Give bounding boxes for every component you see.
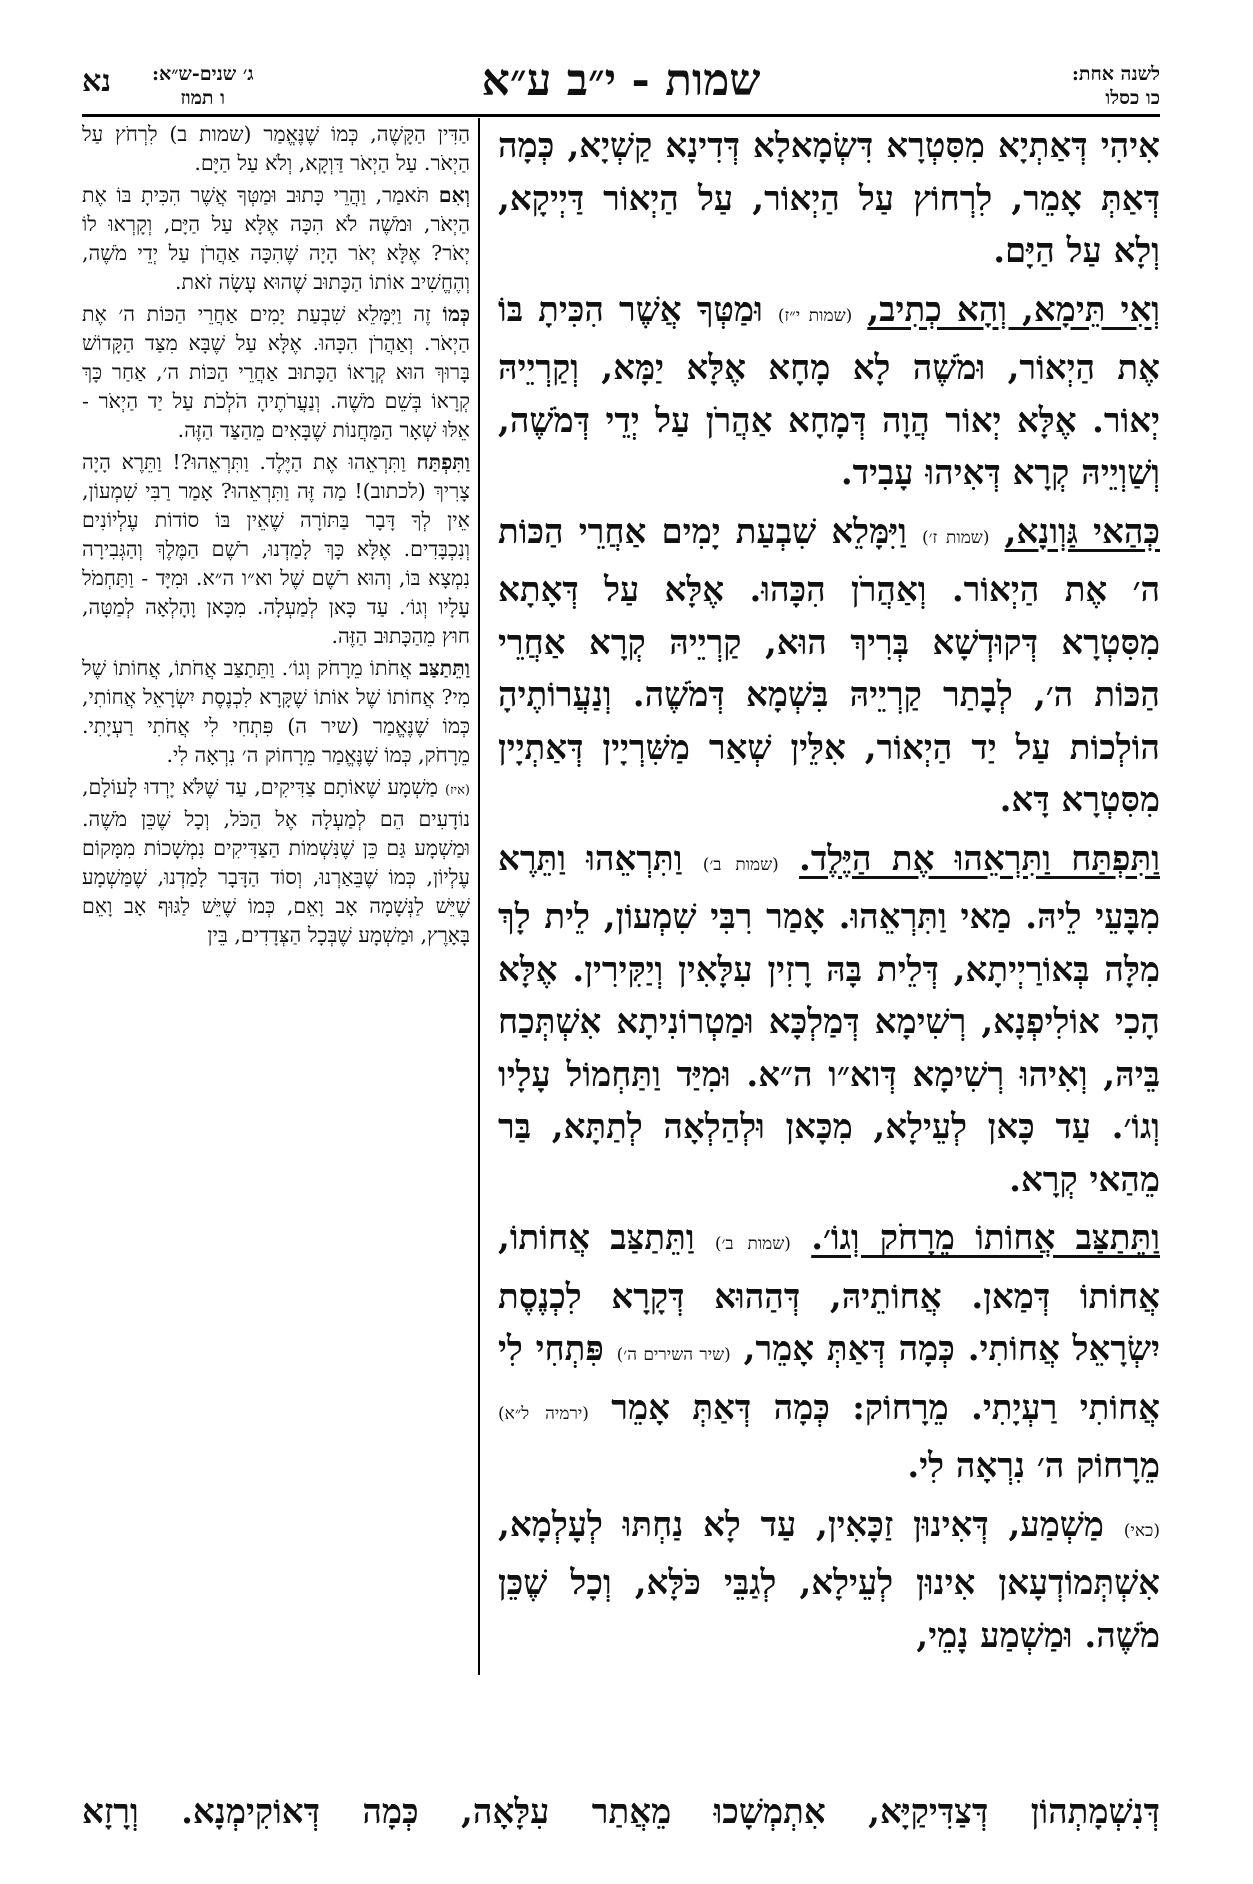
commentary-paragraph: [82, 300, 470, 445]
commentary-lead: וַתֵּתַצַּב: [419, 656, 470, 680]
column-divider: [478, 118, 480, 1675]
section-marker: (כאי): [1123, 1520, 1160, 1541]
commentary-text: וַתִּרְאֵהוּ אֶת הַיֶּלֶד. וַתִּרְאֵהוּ?! וַתֵּרֶא הָיָה צָרִיךְ (לכתוב)! מַה זֶּה וַתִּרְאֵהוּ? אָמַר רַבִּי שִׁמְעוֹן, אֵין לְךָ דָּבָר בַּתּוֹרָה שֶׁאֵין בּוֹ סוֹדוֹת עֶלְיוֹנִים וְנִכְבָּדִים. אֶלָּא כָּךְ לָמַדְנוּ, רֹשֶׁם הַמֶּלֶךְ וְהַגְּבִירָה נִמְצָא בּוֹ, וְהוּא רֹשֶׁם שֶׁל וא״ו ה״א. וּמִיָּד - וַתַּחְמֹל עָלָיו וְגוֹ׳. עַד כָּאן לְמַעְלָה. מִכָּאן וָהָלְאָה לְמַטָּה, חוּץ מֵהַכָּתוּב הַזֶּה.: [82, 450, 470, 648]
verse-reference: (שמות י״ז): [777, 305, 853, 326]
section-marker: (איז): [445, 783, 470, 798]
main-paragraph: [498, 284, 1160, 500]
paragraph-text: מֵרָחוֹק ה׳ נִרְאָה לִי.: [907, 1446, 1160, 1486]
full-width-bottom-line: דְּנִשְׁמָתְהוֹן דְּצַדִּיקַיָּא, אִתְמְשָׁכוּ מֵאֲתַר עִלָּאָה, כְּמָה דְּאוֹקִימְנָא. וְרָזָא: [82, 1792, 1160, 1832]
verse-reference: (שיר השירים ה׳): [616, 1345, 731, 1365]
commentary-lead: וַתִּפְתַּח: [416, 450, 470, 474]
page-title: שמות - י״ב ע״א: [481, 55, 761, 106]
paragraph-lead: כְּהַאי גַּוְונָא,: [1004, 511, 1160, 552]
main-text-column: [498, 120, 1160, 1680]
commentary-paragraph: [82, 120, 470, 178]
commentary-paragraph: [82, 448, 470, 651]
main-paragraph: [498, 833, 1160, 1207]
schedule-date: כו כסלו: [1105, 87, 1160, 109]
verse-reference: (ירמיה ל״א): [498, 1403, 589, 1424]
main-paragraph: [498, 120, 1160, 278]
daily-schedule-three-years: [152, 62, 254, 110]
commentary-text: מַשְׁמָע שֶׁאוֹתָם צַדִּיקִים, עַד שֶׁלֹּא יָרְדוּ לָעוֹלָם, נוֹדָעִים הֵם לְמַעְלָה אֶל הַכֹּל, וְכָל שֶׁכֵּן מֹשֶׁה. וּמַשְׁמָע גַּם כֵּן שֶׁנִּשְׁמוֹת הַצַּדִּיקִים נִמְשָׁכוֹת מִמָּקוֹם עֶלְיוֹן, כְּמוֹ שֶׁבֵּאַרְנוּ, וְסוֹד הַדָּבָר לָמַדְנוּ, שֶׁמַּשְׁמָע שֶׁיֵּשׁ לַנְּשָׁמָה אָב וָאֵם, כְּמוֹ שֶׁיֵּשׁ לַגּוּף אָב וָאֵם בָּאָרֶץ, וּמַשְׁמָע שֶׁבְּכָל הַצְּדָדִים, בֵּין: [82, 775, 470, 947]
paragraph-text: וַתִּרְאֵהוּ וַתֵּרֶא מִבָּעֵי לֵיהּ. מַאי וַתִּרְאֵהוּ. אָמַר רִבִּי שִׁמְעוֹן, לֵית לָךְ מִלָּה בְּאוֹרַיְיתָא, דְּלֵית בָּהּ רָזִין עִלָּאִין וְיַקִּירִין. אֶלָּא הָכִי אוֹלִיפְנָא, רְשִׁימָא דְּמַלְכָּא וּמַטְרוֹנִיתָא אִשְׁתְּכַח בֵּיהּ, וְאִיהוּ רְשִׁימָא דְּוא״ו ה״א. וּמִיַּד וַתַּחְמוֹל עָלָיו וְגוֹ׳. עַד כָּאן לְעֵילָא, מִכָּאן וּלְהַלְאָה לְתַתָּא, בַּר מֵהַאי קְרָא.: [498, 838, 1160, 1200]
paragraph-lead: וְאִי תֵּימָא, וְהָא כְתִיב,: [867, 289, 1160, 330]
schedule-date: ו תמוז: [180, 87, 225, 109]
commentary-text: זֶה וַיִּמָּלֵא שִׁבְעַת יָמִים אַחֲרֵי הַכּוֹת ה׳ אֶת הַיְאֹר. וְאַהֲרֹן הִכָּהוּ. אֶלָּא עַל שֶׁבָּא מִצַּד הַקָּדוֹשׁ בָּרוּךְ הוּא קְרָאוֹ הַכָּתוּב אַחֲרֵי הַכּוֹת ה׳, אַחַר כָּךְ קְרָאוֹ בְּשֵׁם מֹשֶׁה. וְנַעֲרֹתֶיהָ הֹלְכֹת עַל יַד הַיְאֹר - אֵלּוּ שְׁאָר הַמַּחֲנוֹת שֶׁבָּאִים מֵהַצַּד הַזֶּה.: [82, 302, 470, 442]
paragraph-lead: וַתִּפְתַּח וַתִּרְאֵהוּ אֶת הַיֶּלֶד.: [799, 838, 1160, 879]
schedule-label: לשנה אחת:: [1071, 63, 1160, 85]
commentary-paragraph: [82, 773, 470, 950]
main-paragraph: [498, 1212, 1160, 1493]
commentary-column: [82, 120, 470, 1680]
main-paragraph: [498, 1499, 1160, 1663]
verse-reference: (שמות ב׳): [702, 854, 779, 875]
paragraph-text: וַיִּמָּלֵא שִׁבְעַת יָמִים אַחֲרֵי הַכּוֹת ה׳ אֶת הַיְאוֹר. וְאַהֲרֹן הִכָּהוּ. אֶלָּא עַל דְּאָתָא מִסִּטְרָא דְּקוּדְשָׁא בְּרִיךְ הוּא, קַרְיֵיהּ קְרָא אַחֲרֵי הַכּוֹת ה׳, לְבָתַר קַרְיֵיהּ בִּשְׁמָא דְּמֹשֶׁה. וְנַעֲרוֹתֶיהָ הוֹלְכוֹת עַל יַד הַיְאוֹר, אִלֵּין שְׁאַר מַשִּׁרְיָין דְּאַתְיָין מִסִּטְרָא דָּא.: [498, 511, 1160, 820]
paragraph-text: מַשְׁמַע, דְּאִינוּן זַכָּאִין, עַד לָא נַחְתּוּ לְעָלְמָא, אִשְׁתְּמוֹדְעָאן אִינוּן לְעֵילָא, לְגַבֵּי כֹּלָּא, וְכָל שֶׁכֵּן מֹשֶׁה. וּמַשְׁמַע נָמֵי,: [498, 1504, 1160, 1656]
main-paragraph: [498, 506, 1160, 827]
verse-reference: (שמות ז׳): [922, 527, 990, 548]
page-number: נא: [82, 64, 112, 99]
page-header: [82, 52, 1160, 117]
commentary-lead: כְּמוֹ: [442, 302, 470, 326]
commentary-lead: וְאִם: [438, 183, 470, 207]
paragraph-text: פִּתְחִי לִי אֲחוֹתִי רַעְיָתִי. מֵרָחוֹק: כְּמָה דְּאַתְּ אָמֵר: [498, 1329, 1160, 1428]
commentary-text: אֲחֹתוֹ מֵרָחֹק וְגוֹ׳. וַתֵּתַצַּב אֲחֹתוֹ, אֲחוֹתוֹ שֶׁל מִי? אֲחוֹתוֹ שֶׁל אוֹתוֹ שֶׁקָּרָא לִכְנֶסֶת יִשְׂרָאֵל אֲחוֹתִי, כְּמוֹ שֶׁנֶּאֱמַר (שיר ה) פִּתְחִי לִי אֲחֹתִי רַעְיָתִי. מֵרָחֹק, כְּמוֹ שֶׁנֶּאֱמַר מֵרָחוֹק ה׳ נִרְאָה לִי.: [82, 656, 470, 767]
commentary-paragraph: [82, 654, 470, 770]
commentary-text: הַדִּין הַקָּשֶׁה, כְּמוֹ שֶׁנֶּאֱמַר (שמות ב) לִרְחֹץ עַל הַיְאֹר. עַל הַיְאֹר דַּוְקָא, וְלֹא עַל הַיָּם.: [82, 122, 470, 175]
paragraph-text: אִיהִי דְּאַתְיָא מִסִּטְרָא דִּשְׂמָאלָא דְּדִינָא קַשְׁיָא, כְּמָה דְּאַתְּ אָמֵר, לִרְחוֹץ עַל הַיְאוֹר, עַל הַיְאוֹר דַּיְיקָא, וְלָא עַל הַיָּם.: [498, 126, 1160, 271]
paragraph-text: וּמַטְּךָ אֲשֶׁר הִכִּיתָ בּוֹ אֶת הַיְאוֹר, וּמֹשֶׁה לָא מָחָא אֶלָּא יַמָּא, וְקַרְיֵיהּ יְאוֹר. אֶלָּא יְאוֹר הֲוָה דְּמָחָא אַהֲרֹן עַל יְדֵי דְּמֹשֶׁה, וְשַׁוְיֵיהּ קְרָא דְּאִיהוּ עָבִיד.: [498, 289, 1160, 493]
paragraph-lead: וַתֵּתַצַּב אֲחוֹתוֹ מֵרָחֹק וְגוֹ׳.: [811, 1218, 1160, 1258]
schedule-label: ג׳ שנים-ש״א:: [152, 63, 254, 85]
commentary-text: תֹּאמַר, וַהֲרֵי כָּתוּב וּמַטְּךָ אֲשֶׁר הִכִּיתָ בּוֹ אֶת הַיְאֹר, וּמֹשֶׁה לֹא הִכָּה אֶלָּא עַל הַיָּם, וְקָרְאוּ לוֹ יְאֹר? אֶלָּא יְאֹר הָיָה שֶׁהִכָּה אַהֲרֹן עַל יְדֵי מֹשֶׁה, וְהֶחֱשִׁיב אוֹתוֹ הַכָּתוּב שֶׁהוּא עָשָׂה זֹאת.: [82, 183, 470, 294]
paragraph-text: וַתֵּתַצַּב אֲחוֹתוֹ, אֲחוֹתוֹ דְּמַאן. אֲחוֹתֵיהּ, דְּהַהוּא דְּקָרָא לִכְנֶסֶת יִשְׂרָאֵל אֲחוֹתִי. כְּמָה דְּאַתְּ אָמֵר,: [498, 1218, 1160, 1369]
commentary-paragraph: [82, 181, 470, 297]
verse-reference: (שמות ב׳): [714, 1234, 791, 1254]
